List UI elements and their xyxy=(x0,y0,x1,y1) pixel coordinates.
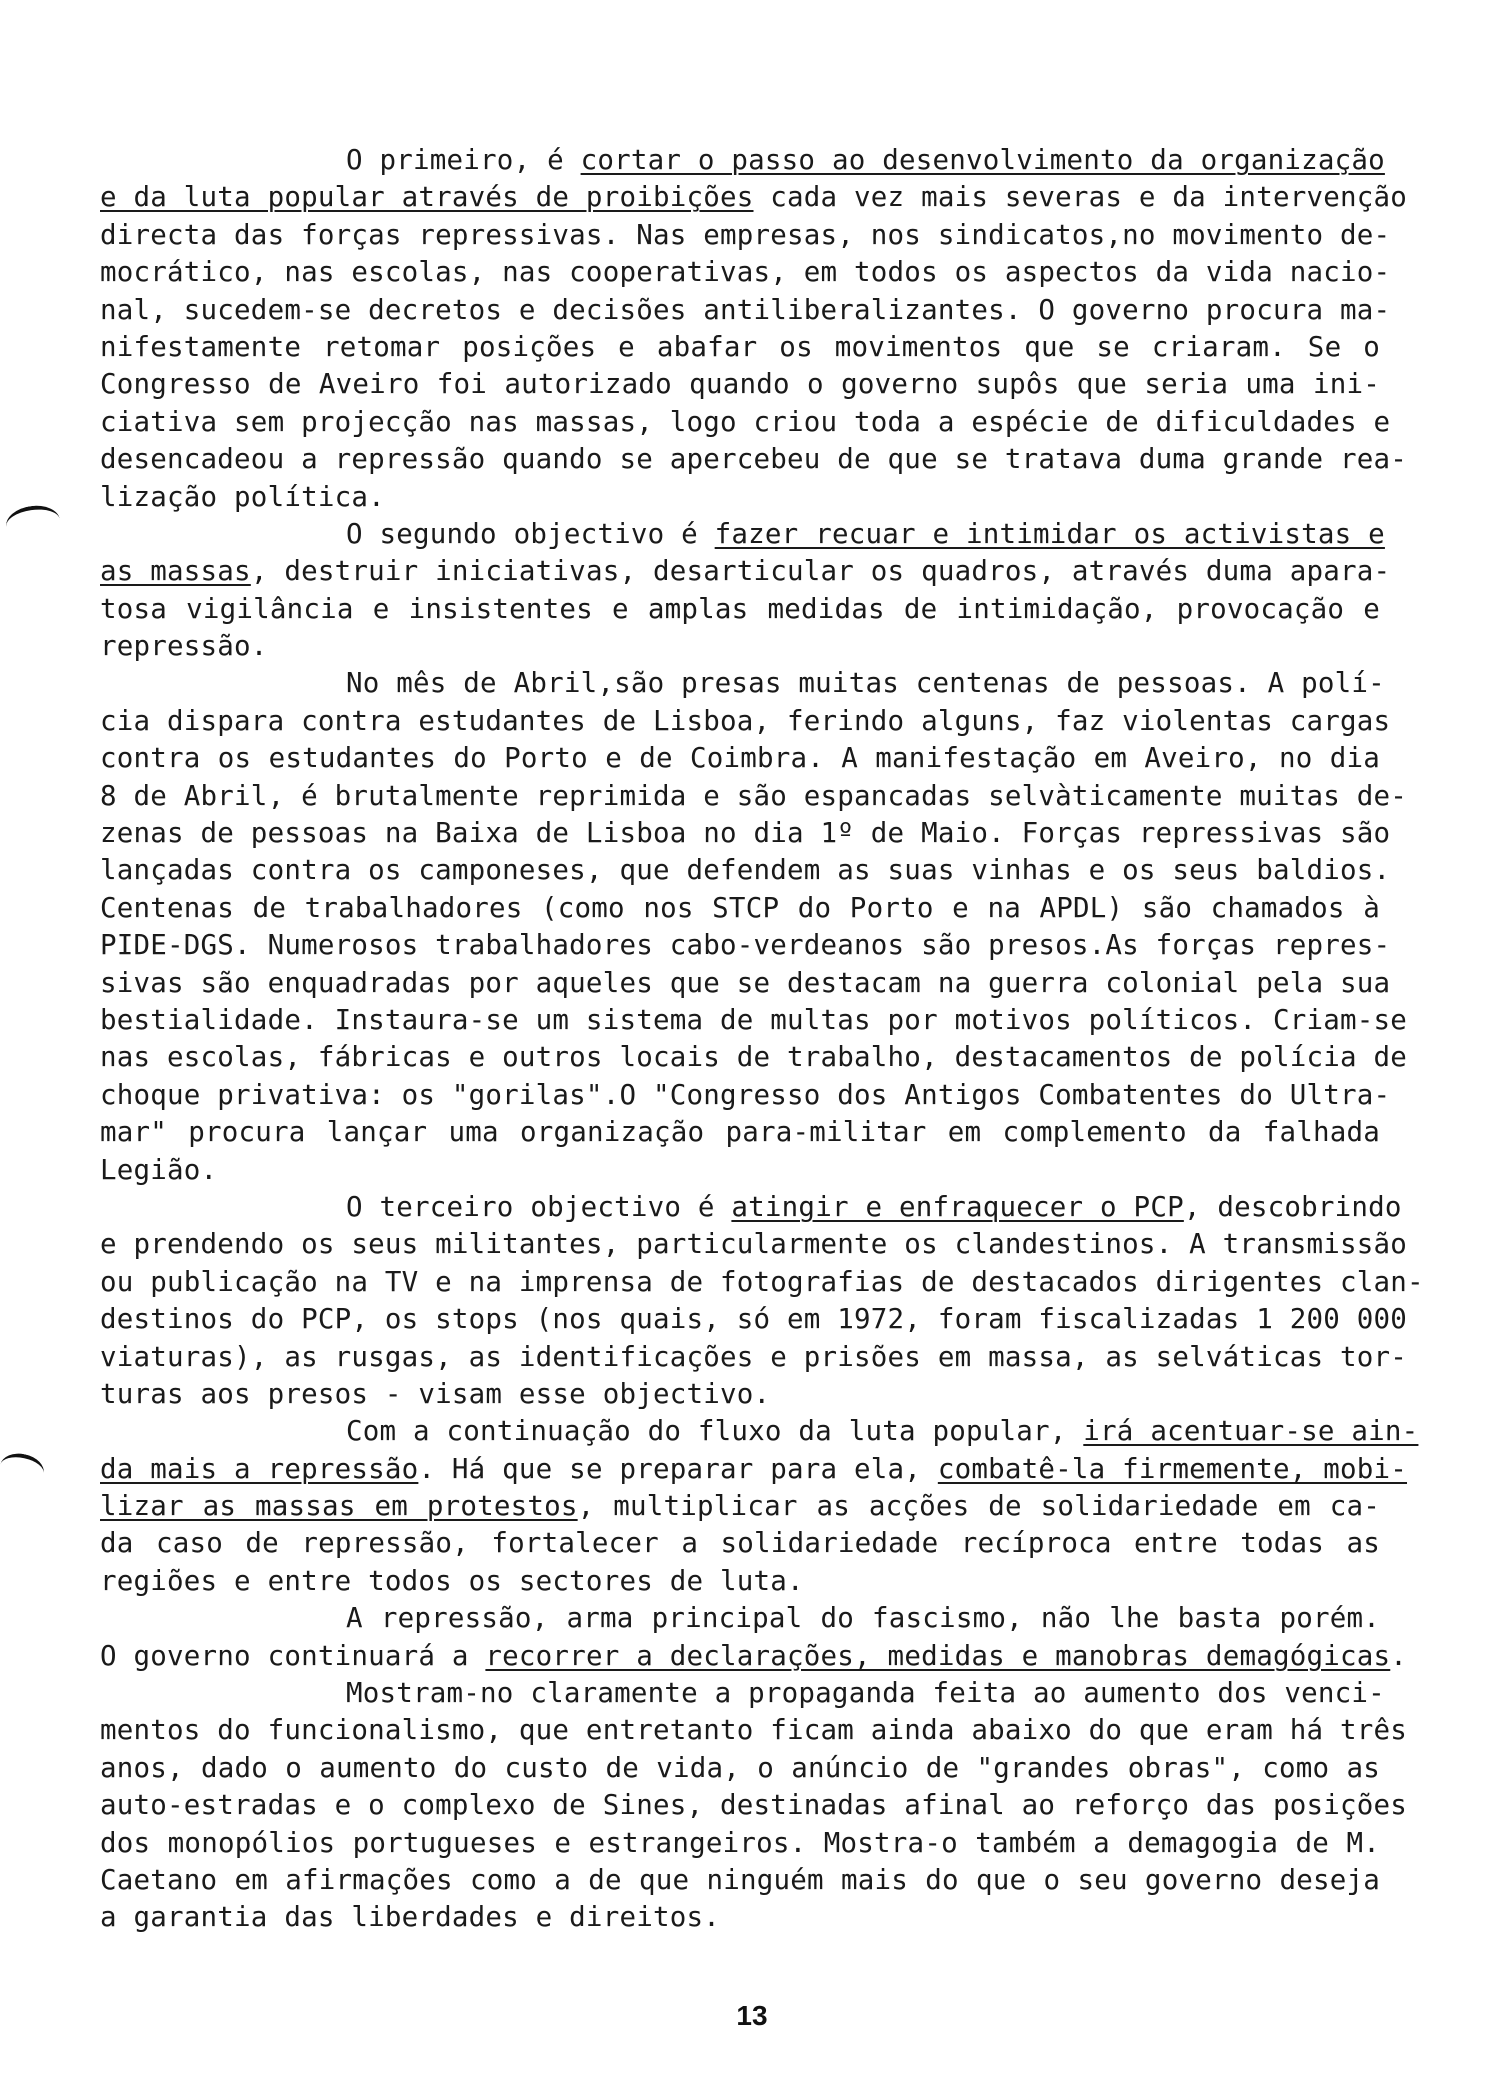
text-line xyxy=(100,591,1380,628)
underlined-text: combatê-la firmemente, mobi- xyxy=(937,1452,1408,1485)
text-segment: Com a continuação do fluxo da luta popular, xyxy=(346,1415,1084,1448)
margin-mark-bottom xyxy=(0,1450,47,1488)
text-line xyxy=(100,665,1385,702)
text-segment: zenas de pessoas na Baixa de Lisboa no dia 1º de Maio. Forças repressivas são xyxy=(100,817,1391,850)
text-segment: Congresso de Aveiro foi autorizado quando o governo supôs que seria uma ini- xyxy=(100,368,1380,401)
text-segment: lançadas contra os camponeses, que defendem as suas vinhas e os seus baldios. xyxy=(100,854,1391,887)
text-segment: O governo continuará a xyxy=(100,1639,486,1672)
text-line xyxy=(100,1039,1407,1076)
text-segment: cada vez mais severas e da intervenção xyxy=(753,181,1407,214)
text-line xyxy=(100,1413,1419,1450)
text-segment: mar" procura lançar uma organização para-militar em complemento da falhada xyxy=(100,1116,1380,1149)
text-line xyxy=(100,1226,1407,1263)
text-line xyxy=(100,965,1391,1002)
page-number: 13 xyxy=(736,2000,768,2031)
text-line xyxy=(100,1376,1380,1413)
text-segment: PIDE-DGS. Numerosos trabalhadores cabo-verdeanos são presos.As forças repres- xyxy=(100,929,1391,962)
text-line xyxy=(100,778,1407,815)
underlined-text: e da luta popular através de proibições xyxy=(100,181,754,214)
text-segment: Caetano em afirmações como a de que ninguém mais do que o seu governo deseja xyxy=(100,1863,1380,1896)
text-line xyxy=(100,217,1391,254)
text-segment: directa das forças repressivas. Nas empresas, nos sindicatos,no movimento de- xyxy=(100,218,1391,251)
text-segment: Legião. xyxy=(100,1153,218,1186)
text-line xyxy=(100,366,1380,403)
underlined-text: lizar as massas em protestos xyxy=(100,1490,578,1523)
text-line xyxy=(100,292,1391,329)
underlined-text: irá acentuar-se ain- xyxy=(1083,1415,1419,1448)
text-line xyxy=(100,1077,1391,1114)
text-segment: turas aos presos - visam esse objectivo. xyxy=(100,1377,771,1410)
text-segment: sivas são enquadradas por aqueles que se destacam na guerra colonial pela sua xyxy=(100,966,1391,999)
text-segment: dos monopólios portugueses e estrangeiros. Mostra-o também a demagogia de M. xyxy=(100,1826,1380,1859)
text-line xyxy=(100,1787,1407,1824)
text-line xyxy=(100,1339,1407,1376)
text-line xyxy=(100,1525,1380,1562)
text-segment: contra os estudantes do Porto e de Coimbra. A manifestação em Aveiro, no dia xyxy=(100,742,1380,775)
text-line xyxy=(100,516,1385,553)
underlined-text: atingir e enfraquecer o PCP xyxy=(731,1190,1184,1223)
text-segment: anos, dado o aumento do custo de vida, o anúncio de "grandes obras", como as xyxy=(100,1751,1380,1784)
underlined-text: recorrer a declarações, medidas e manobras demagógicas xyxy=(485,1639,1391,1672)
text-segment: destinos do PCP, os stops (nos quais, só em 1972, foram fiscalizadas 1 200 000 xyxy=(100,1303,1407,1336)
text-segment: auto-estradas e o complexo de Sines, destinadas afinal ao reforço das posições xyxy=(100,1789,1407,1822)
text-line xyxy=(100,1264,1424,1301)
text-line xyxy=(100,1152,1380,1189)
text-segment: nas escolas, fábricas e outros locais de trabalho, destacamentos de polícia de xyxy=(100,1041,1407,1074)
text-segment: repressão. xyxy=(100,630,268,663)
text-segment: , multiplicar as acções de solidariedade em ca- xyxy=(577,1490,1380,1523)
text-segment: O primeiro, é xyxy=(346,144,581,176)
text-segment: ciativa sem projecção nas massas, logo criou toda a espécie de dificuldades e xyxy=(100,405,1391,438)
text-line xyxy=(100,1750,1380,1787)
text-line xyxy=(100,404,1391,441)
text-segment: , destruir iniciativas, desarticular os quadros, através duma apara- xyxy=(250,555,1391,588)
text-line xyxy=(100,1301,1407,1338)
text-segment: choque privativa: os "gorilas".O "Congresso dos Antigos Combatentes do Ultra- xyxy=(100,1078,1391,1111)
text-segment: Centenas de trabalhadores (como nos STCP do Porto e na APDL) são chamados à xyxy=(100,891,1380,924)
text-segment: 8 de Abril, é brutalmente reprimida e são espancadas selvàticamente muitas de- xyxy=(100,779,1407,812)
text-segment: A repressão, arma principal do fascismo, não lhe basta porém. xyxy=(346,1602,1380,1635)
text-line xyxy=(100,479,1380,516)
underlined-text: da mais a repressão xyxy=(100,1452,419,1485)
text-line xyxy=(100,815,1391,852)
text-segment: regiões e entre todos os sectores de luta. xyxy=(100,1564,804,1597)
text-line xyxy=(100,1189,1402,1226)
text-segment: No mês de Abril,são presas muitas centenas de pessoas. A polí- xyxy=(346,667,1385,700)
text-line xyxy=(100,441,1407,478)
text-line xyxy=(100,254,1391,291)
text-segment: desencadeou a repressão quando se apercebeu de que se tratava duma grande rea- xyxy=(100,443,1407,476)
text-segment: mentos do funcionalismo, que entretanto ficam ainda abaixo do que eram há três xyxy=(100,1714,1407,1747)
text-segment: . Há que se preparar para ela, xyxy=(418,1452,938,1485)
text-line xyxy=(100,1638,1408,1675)
text-segment: mocrático, nas escolas, nas cooperativas, em todos os aspectos da vida nacio- xyxy=(100,256,1391,289)
text-line xyxy=(100,1862,1380,1899)
underlined-text: fazer recuar e intimidar os activistas e xyxy=(714,517,1385,550)
text-segment: a garantia das liberdades e direitos. xyxy=(100,1901,720,1934)
text-line xyxy=(100,703,1391,740)
margin-mark-top xyxy=(4,502,62,543)
text-segment: lização política. xyxy=(100,480,385,513)
text-line xyxy=(100,1825,1380,1862)
underlined-text: cortar o passo ao desenvolvimento da organização xyxy=(580,144,1385,176)
text-line xyxy=(100,1563,1380,1600)
text-line xyxy=(100,179,1407,216)
text-line xyxy=(100,329,1380,366)
text-line xyxy=(100,1712,1407,1749)
text-line xyxy=(100,1451,1408,1488)
text-segment: bestialidade. Instaura-se um sistema de multas por motivos políticos. Criam-se xyxy=(100,1003,1407,1036)
text-segment: nal, sucedem-se decretos e decisões antiliberalizantes. O governo procura ma- xyxy=(100,293,1391,326)
text-line xyxy=(100,890,1380,927)
text-segment: e prendendo os seus militantes, particularmente os clandestinos. A transmissão xyxy=(100,1228,1407,1261)
text-line xyxy=(100,927,1391,964)
underlined-text: as massas xyxy=(100,555,251,588)
text-line xyxy=(100,628,1380,665)
text-line xyxy=(100,1675,1385,1712)
text-segment: cia dispara contra estudantes de Lisboa, ferindo alguns, faz violentas cargas xyxy=(100,704,1391,737)
text-segment: tosa vigilância e insistentes e amplas medidas de intimidação, provocação e xyxy=(100,592,1380,625)
text-segment: , descobrindo xyxy=(1183,1190,1402,1223)
text-segment: ou publicação na TV e na imprensa de fotografias de destacados dirigentes clan- xyxy=(100,1265,1424,1298)
text-segment: O segundo objectivo é xyxy=(346,517,715,550)
text-line xyxy=(100,740,1380,777)
text-segment: da caso de repressão, fortalecer a solidariedade recíproca entre todas as xyxy=(100,1527,1380,1560)
text-line xyxy=(100,142,1385,179)
text-segment: nifestamente retomar posições e abafar os movimentos que se criaram. Se o xyxy=(100,330,1380,363)
text-line xyxy=(100,1002,1407,1039)
text-segment: O terceiro objectivo é xyxy=(346,1190,732,1223)
text-line xyxy=(100,1114,1380,1151)
text-line xyxy=(100,1899,1380,1936)
body-text xyxy=(100,142,1424,1937)
text-segment: viaturas), as rusgas, as identificações e prisões em massa, as selváticas tor- xyxy=(100,1340,1407,1373)
text-segment: Mostram-no claramente a propaganda feita ao aumento dos venci- xyxy=(346,1677,1385,1710)
text-line xyxy=(100,1488,1380,1525)
text-line xyxy=(100,553,1391,590)
text-line xyxy=(100,1600,1380,1637)
text-line xyxy=(100,852,1391,889)
text-segment: . xyxy=(1390,1639,1408,1672)
